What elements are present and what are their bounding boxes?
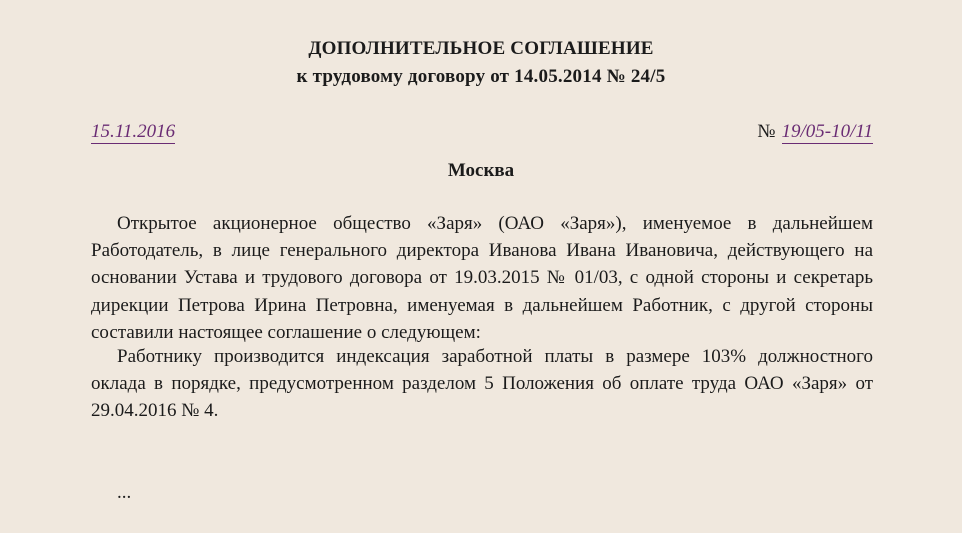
document-subtitle: к трудовому договору от 14.05.2014 № 24/5: [296, 66, 666, 87]
number-sign: №: [757, 121, 776, 142]
document-city: Москва: [447, 160, 515, 181]
continuation-ellipsis: ...: [117, 482, 132, 503]
number-value: 19/05-10/11: [781, 121, 873, 142]
document-title: ДОПОЛНИТЕЛЬНОЕ СОГЛАШЕНИЕ: [308, 38, 654, 59]
paragraph-parties: Открытое акционерное общество «Заря» (ОАО «Заря»), именуемое в дальнейшем Работодатель, в лице генерального директора Иванова Ивана Ивановича, действующего на основании Устава и трудового договора от 19.03.2015 № 01/03, с одной стороны и секретарь дирекции Петрова Ирина Петровна, именуемая в дальнейшем Работник, с другой стороны составили настоящее соглашение о следующем:: [91, 213, 873, 343]
document-date: 15.11.2016: [91, 121, 176, 142]
document-number: [757, 122, 873, 142]
paragraph-indexation: Работнику производится индексация заработной платы в размере 103% должностного оклада в порядке, предусмотренном разделом 5 Положения об оплате труда ОАО «Заря» от 29.04.2016 № 4.: [91, 346, 873, 422]
